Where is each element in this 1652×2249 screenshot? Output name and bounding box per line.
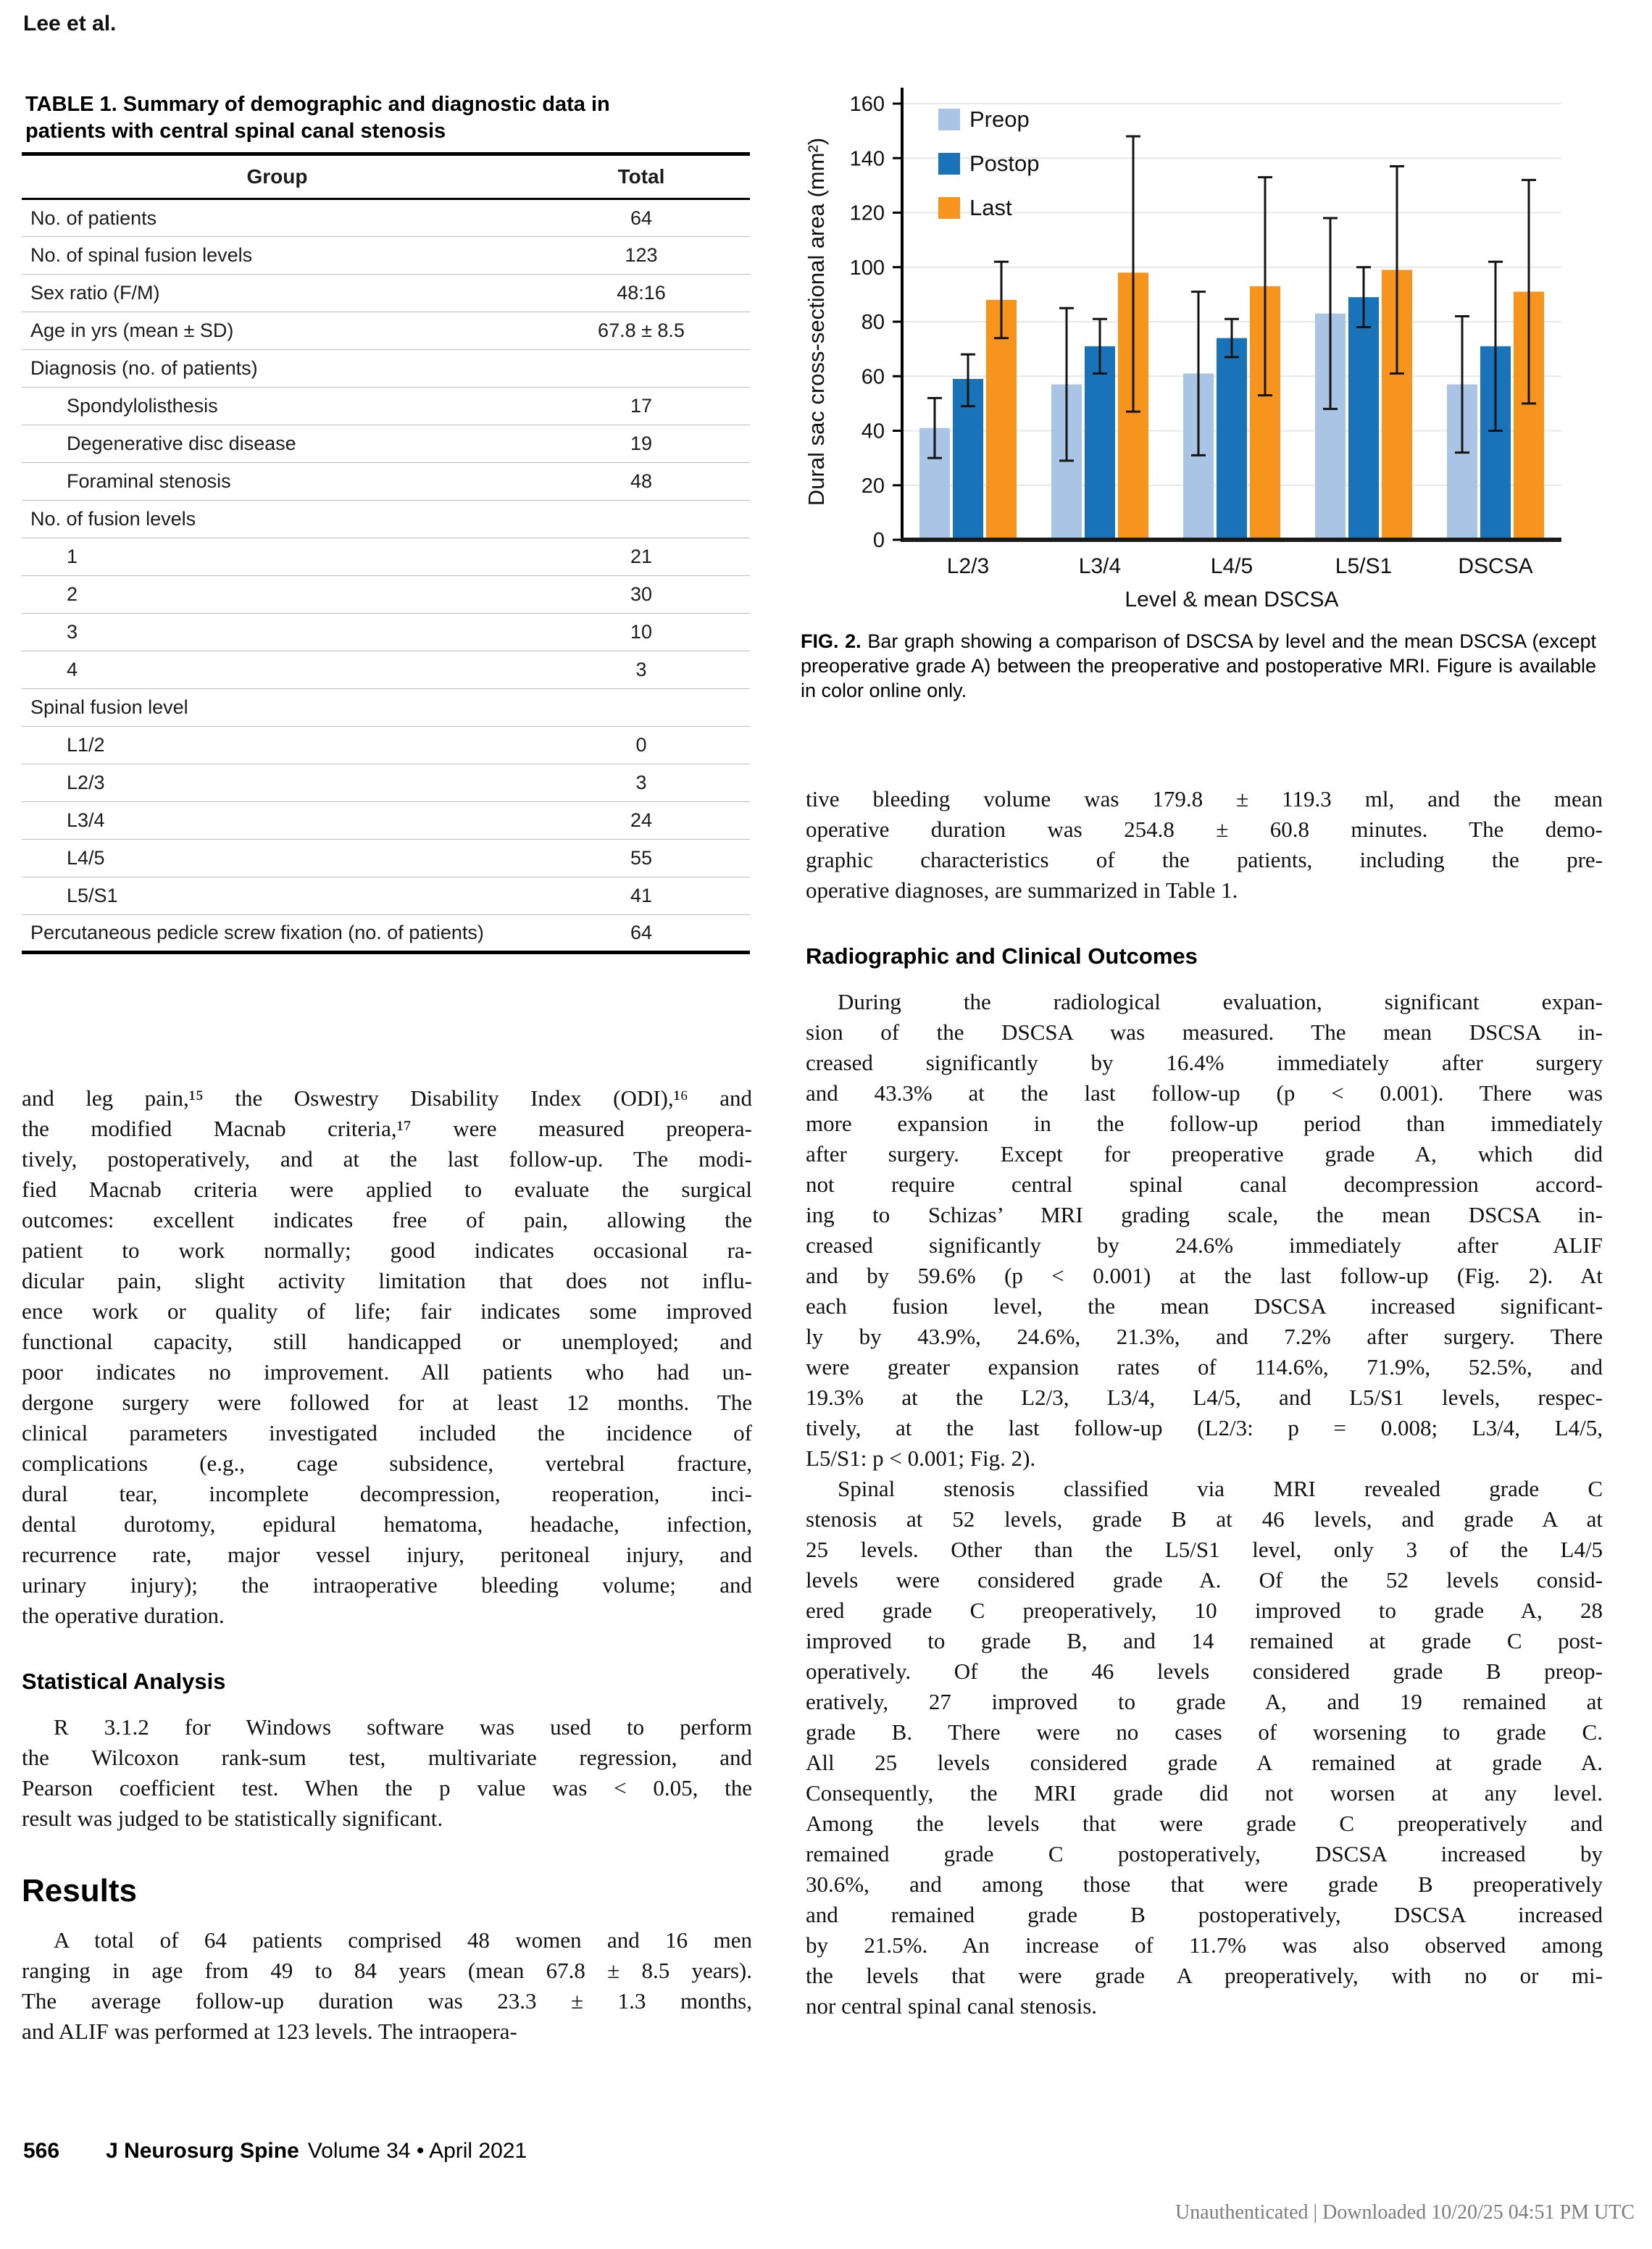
- text-line: dental durotomy, epidural hematoma, headache, infection,: [22, 1511, 752, 1537]
- table-row-value: 64: [533, 915, 750, 953]
- table1-col-total: Total: [533, 154, 750, 199]
- text-line: recurrence rate, major vessel injury, peritoneal injury, and: [22, 1542, 752, 1567]
- table-row: [22, 802, 750, 840]
- text-line: and leg pain,¹⁵ the Oswestry Disability Index (ODI),¹⁶ and: [22, 1085, 752, 1111]
- text-line: All 25 levels considered grade A remained at grade A.: [806, 1750, 1603, 1775]
- text-line: dicular pain, slight activity limitation that does not influ-: [22, 1268, 752, 1293]
- text-line: and remained grade B postoperatively, DSCSA increased: [806, 1902, 1603, 1927]
- text-line: ranging in age from 49 to 84 years (mean 67.8 ± 8.5 years).: [22, 1958, 752, 1983]
- table-row: [22, 425, 750, 463]
- text-line: the operative duration.: [22, 1603, 225, 1628]
- text-line: the levels that were grade A preoperatively, with no or mi-: [806, 1963, 1603, 1988]
- table-row-value: 64: [630, 206, 653, 229]
- table1-title: TABLE 1. Summary of demographic and diagnostic data in patients with central spinal canal stenosis: [25, 93, 610, 143]
- text-line: levels were considered grade A. Of the 52 levels consid-: [806, 1567, 1603, 1593]
- text-line: ered grade C preoperatively, 10 improved to grade A, 28: [806, 1598, 1603, 1623]
- page-footer: [23, 2139, 527, 2164]
- table-row-label: L5/S1: [22, 877, 533, 915]
- y-axis-title: Dural sac cross-sectional area (mm²): [804, 137, 829, 506]
- table-row: [22, 388, 750, 425]
- text-line: complications (e.g., cage subsidence, vertebral fracture,: [22, 1451, 752, 1476]
- figure2-caption-label: FIG. 2.: [801, 630, 862, 652]
- y-tick-label: 0: [872, 529, 885, 552]
- table-row-value: 67.8 ± 8.5: [533, 312, 750, 350]
- text-line: Consequently, the MRI grade did not worsen at any level.: [806, 1780, 1603, 1806]
- table-row-value: 30: [533, 576, 750, 614]
- table-row-value: 19: [533, 425, 750, 463]
- table-row-label: No. of fusion levels: [22, 501, 533, 538]
- text-line: each fusion level, the mean DSCSA increased significant-: [806, 1293, 1603, 1319]
- paragraph: [806, 987, 1603, 1474]
- text-line: after surgery. Except for preoperative grade A, which did: [806, 1141, 1603, 1167]
- figure2-caption-text: Bar graph showing a comparison of DSCSA by level and the mean DSCSA (except preoperative grade A) between the preoperative and postoperative MRI. Figure is available in color online only.: [801, 630, 1596, 701]
- text-line: A total of 64 patients comprised 48 women and 16 men: [54, 1927, 752, 1953]
- text-line: result was judged to be statistically significant.: [22, 1806, 443, 1831]
- text-line: Among the levels that were grade C preoperatively and: [806, 1811, 1603, 1836]
- text-line: the modified Macnab criteria,¹⁷ were measured preopera-: [22, 1116, 752, 1141]
- table-row-value: 3: [533, 764, 750, 802]
- legend-swatch-postop: [938, 153, 960, 175]
- figure2-chart: [793, 40, 1598, 634]
- text-line: Spinal stenosis classified via MRI revealed grade C: [838, 1476, 1603, 1501]
- table-row: [22, 915, 750, 953]
- table-row-value: 0: [533, 727, 750, 764]
- download-notice: Unauthenticated | Downloaded 10/20/25 04:51 PM UTC: [1175, 2201, 1635, 2224]
- text-line: functional capacity, still handicapped or unemployed; and: [22, 1329, 752, 1354]
- text-line: tively, postoperatively, and at the last follow-up. The modi-: [22, 1146, 752, 1172]
- paragraph: [22, 1712, 752, 1834]
- text-line: nor central spinal canal stenosis.: [806, 1993, 1098, 2019]
- page-number: 566: [23, 2139, 60, 2163]
- table-row-value: 48: [533, 463, 750, 501]
- text-line: outcomes: excellent indicates free of pain, allowing the: [22, 1207, 752, 1232]
- y-tick-label: 140: [849, 147, 885, 171]
- x-axis-title: Level & mean DSCSA: [1125, 588, 1339, 612]
- x-tick-label: L3/4: [1078, 554, 1122, 578]
- x-tick-label: DSCSA: [1458, 554, 1533, 578]
- table-row: [22, 689, 750, 727]
- text-line: more expansion in the follow-up period than immediately: [806, 1111, 1603, 1136]
- table-row-label: L2/3: [22, 764, 533, 802]
- text-line: dergone surgery were followed for at least 12 months. The: [22, 1390, 752, 1415]
- text-line: graphic characteristics of the patients, including the pre-: [806, 847, 1603, 872]
- text-line: were greater expansion rates of 114.6%, 71.9%, 52.5%, and: [806, 1354, 1603, 1380]
- table-row-label: Foraminal stenosis: [22, 463, 533, 501]
- table-row-value: 55: [533, 840, 750, 877]
- table-row-label: Percutaneous pedicle screw fixation (no. of patients): [22, 915, 533, 953]
- text-line: not require central spinal canal decompression accord-: [806, 1172, 1603, 1197]
- text-line: ly by 43.9%, 24.6%, 21.3%, and 7.2% after surgery. There: [806, 1324, 1603, 1349]
- text-line: and ALIF was performed at 123 levels. The intraopera-: [22, 2019, 517, 2044]
- table1-header: [22, 154, 750, 199]
- text-line: improved to grade B, and 14 remained at grade C post-: [806, 1628, 1603, 1653]
- bar-chart-dscsa: [793, 40, 1598, 634]
- text-line: The average follow-up duration was 23.3 ± 1.3 months,: [22, 1988, 752, 2014]
- paragraph: [22, 1083, 752, 1631]
- left-text-column: [22, 1083, 752, 2047]
- table-row: [22, 237, 750, 275]
- section-heading: Radiographic and Clinical Outcomes: [806, 943, 1198, 969]
- table-row-label: 4: [22, 651, 533, 689]
- text-line: 25 levels. Other than the L5/S1 level, only 3 of the L4/5: [806, 1537, 1603, 1562]
- text-line: operatively. Of the 46 levels considered grade B preop-: [806, 1658, 1603, 1684]
- text-line: operative diagnoses, are summarized in Table 1.: [806, 877, 1238, 903]
- journal-name: J Neurosurg Spine: [106, 2139, 299, 2163]
- text-line: creased significantly by 24.6% immediately after ALIF: [806, 1232, 1603, 1258]
- table-row-label: L1/2: [22, 727, 533, 764]
- table-row-label: Age in yrs (mean ± SD): [22, 312, 533, 350]
- table-row-value: 123: [533, 237, 750, 275]
- text-line: the Wilcoxon rank-sum test, multivariate regression, and: [22, 1745, 752, 1770]
- text-line: creased significantly by 16.4% immediately after surgery: [806, 1050, 1603, 1075]
- text-line: by 21.5%. An increase of 11.7% was also observed among: [806, 1932, 1603, 1958]
- table1: [22, 152, 750, 954]
- table-row-value: 24: [533, 802, 750, 840]
- table-row: [22, 501, 750, 538]
- table-row-label: 2: [22, 576, 533, 614]
- text-line: During the radiological evaluation, significant expan-: [838, 989, 1603, 1014]
- text-line: tively, at the last follow-up (L2/3: p = 0.008; L3/4, L4/5,: [806, 1415, 1603, 1440]
- table-row-label: Sex ratio (F/M): [22, 275, 533, 312]
- table-row: [22, 877, 750, 915]
- x-tick-label: L4/5: [1210, 554, 1253, 578]
- legend-swatch-last: [938, 197, 960, 219]
- legend-label-last: Last: [969, 195, 1012, 220]
- text-line: sion of the DSCSA was measured. The mean DSCSA in-: [806, 1019, 1603, 1045]
- x-tick-label: L2/3: [946, 554, 990, 578]
- table-row-label: Diagnosis (no. of patients): [22, 350, 533, 388]
- text-line: 19.3% at the L2/3, L3/4, L4/5, and L5/S1 levels, respec-: [806, 1385, 1603, 1410]
- text-line: ing to Schizas’ MRI grading scale, the mean DSCSA in-: [806, 1202, 1603, 1227]
- text-line: and by 59.6% (p < 0.001) at the last follow-up (Fig. 2). At: [806, 1263, 1603, 1288]
- table-row-value: [533, 689, 750, 727]
- table-row: [22, 840, 750, 877]
- running-head: Lee et al.: [23, 12, 117, 36]
- journal-issue: Volume 34 • April 2021: [307, 2139, 527, 2163]
- table-row-value: 17: [533, 388, 750, 425]
- table-row: [22, 651, 750, 689]
- table-row-label: No. of spinal fusion levels: [22, 237, 533, 275]
- table-row: [22, 199, 750, 237]
- table-row-label: No. of patients: [30, 206, 157, 229]
- table-row: [22, 764, 750, 802]
- table-row-value: 3: [533, 651, 750, 689]
- text-line: poor indicates no improvement. All patients who had un-: [22, 1359, 752, 1385]
- legend-swatch-preop: [938, 109, 960, 130]
- table-row-label: 1: [22, 538, 533, 576]
- table-row: [22, 576, 750, 614]
- figure2-caption: [801, 629, 1596, 703]
- text-line: Pearson coefficient test. When the p value was < 0.05, the: [22, 1775, 752, 1801]
- table-row: [22, 463, 750, 501]
- text-line: ence work or quality of life; fair indicates some improved: [22, 1298, 752, 1324]
- text-line: patient to work normally; good indicates occasional ra-: [22, 1238, 752, 1263]
- table-row-value: 10: [533, 614, 750, 651]
- table1-grid: [22, 152, 750, 954]
- table1-col-group: Group: [22, 154, 533, 199]
- text-line: 30.6%, and among those that were grade B preoperatively: [806, 1872, 1603, 1897]
- y-tick-label: 20: [861, 474, 885, 498]
- y-tick-label: 80: [861, 311, 885, 334]
- text-line: and 43.3% at the last follow-up (p < 0.001). There was: [806, 1080, 1603, 1106]
- table-row-label: 3: [22, 614, 533, 651]
- text-line: operative duration was 254.8 ± 60.8 minutes. The demo-: [806, 817, 1603, 842]
- text-line: urinary injury); the intraoperative bleeding volume; and: [22, 1572, 752, 1598]
- section-heading: Statistical Analysis: [22, 1669, 226, 1694]
- x-tick-label: L5/S1: [1335, 554, 1393, 578]
- table-row-label: L3/4: [22, 802, 533, 840]
- y-tick-label: 160: [849, 93, 885, 116]
- table-row: [22, 312, 750, 350]
- y-tick-label: 60: [861, 365, 885, 389]
- legend-label-preop: Preop: [969, 107, 1030, 132]
- text-line: remained grade C postoperatively, DSCSA increased by: [806, 1841, 1603, 1866]
- text-line: grade B. There were no cases of worsening to grade C.: [806, 1719, 1603, 1745]
- table-row-value: [533, 501, 750, 538]
- table-row: [22, 614, 750, 651]
- right-text-column: [806, 784, 1603, 2021]
- table-row: [22, 538, 750, 576]
- text-line: eratively, 27 improved to grade A, and 19 remained at: [806, 1689, 1603, 1714]
- legend-label-postop: Postop: [969, 151, 1040, 176]
- text-line: dural tear, incomplete decompression, reoperation, inci-: [22, 1481, 752, 1506]
- text-line: tive bleeding volume was 179.8 ± 119.3 ml, and the mean: [806, 786, 1603, 811]
- bar-postop-l34: [1085, 346, 1115, 540]
- y-tick-label: 120: [849, 201, 885, 225]
- text-line: fied Macnab criteria were applied to evaluate the surgical: [22, 1177, 752, 1202]
- table-row-label: Degenerative disc disease: [22, 425, 533, 463]
- table-row-value: 21: [533, 538, 750, 576]
- bar-postop-l45: [1217, 338, 1247, 540]
- table-row: [22, 275, 750, 312]
- y-tick-label: 100: [849, 256, 885, 280]
- bar-postop-l5s1: [1348, 297, 1379, 540]
- table-row-value: 48:16: [533, 275, 750, 312]
- table-row-value: [533, 350, 750, 388]
- paragraph: [22, 1925, 752, 2047]
- section-heading: Results: [22, 1873, 137, 1908]
- table-row: [22, 350, 750, 388]
- paragraph: [806, 1474, 1603, 2021]
- text-line: stenosis at 52 levels, grade B at 46 levels, and grade A at: [806, 1506, 1603, 1532]
- paragraph: [806, 784, 1603, 906]
- text-line: L5/S1: p < 0.001; Fig. 2).: [806, 1445, 1036, 1471]
- text-line: R 3.1.2 for Windows software was used to perform: [54, 1714, 752, 1740]
- table-row-label: Spondylolisthesis: [22, 388, 533, 425]
- table1-body: [22, 199, 750, 953]
- table-row-value: 41: [533, 877, 750, 915]
- text-line: clinical parameters investigated included the incidence of: [22, 1420, 752, 1445]
- table-row-label: Spinal fusion level: [22, 689, 533, 727]
- table-row: [22, 727, 750, 764]
- y-tick-label: 40: [861, 420, 885, 443]
- table-row-label: L4/5: [22, 840, 533, 877]
